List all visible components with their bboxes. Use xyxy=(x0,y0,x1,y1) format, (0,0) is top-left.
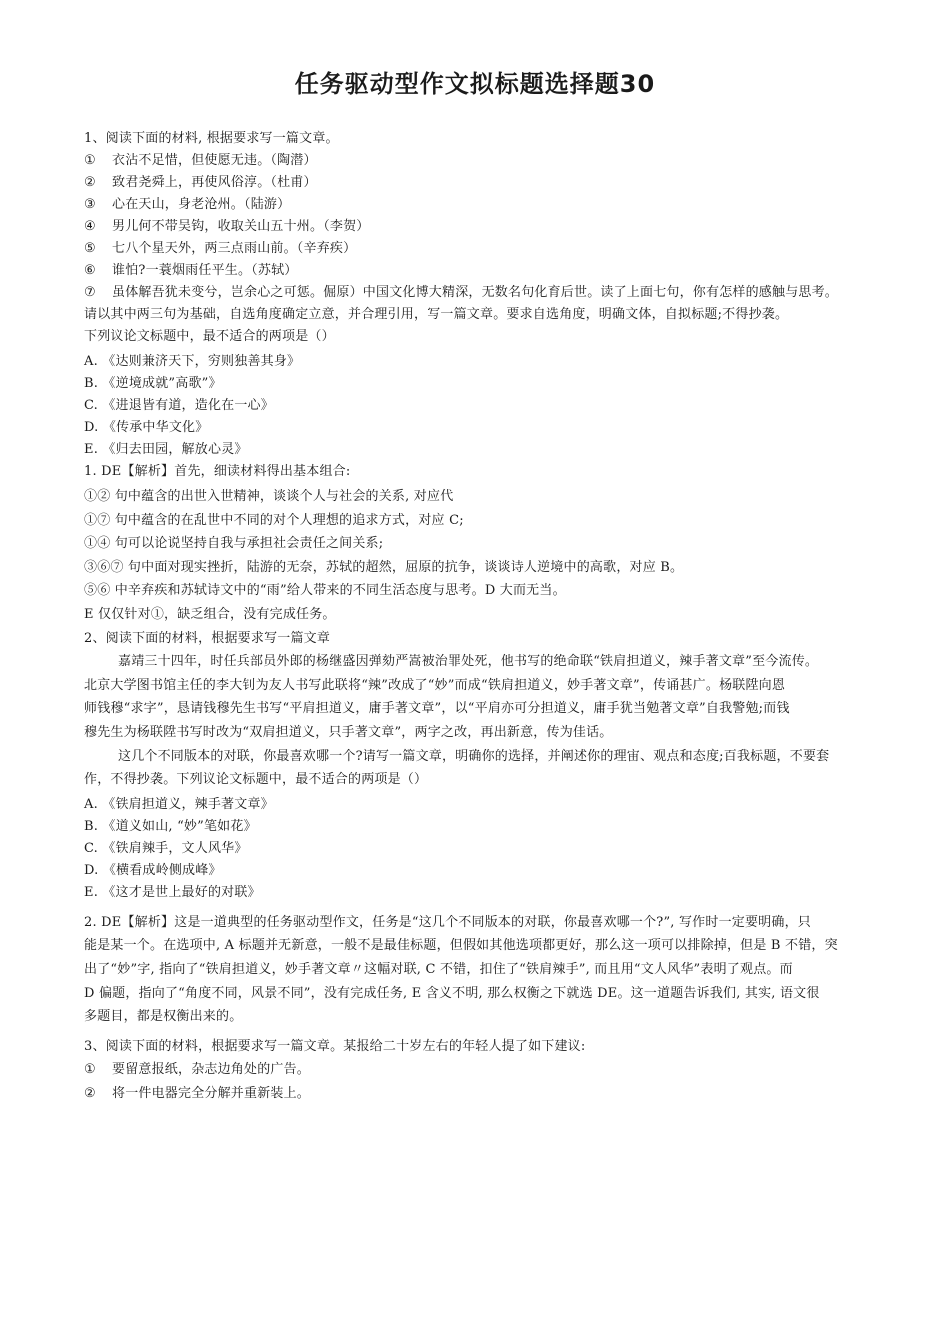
item-number: ⑦ xyxy=(84,285,96,300)
q1-question: 下列议论文标题中，最不适合的两项是（） xyxy=(84,329,335,344)
q2-answer-line: 能是某一个。在选项中, A 标题并无新意，一般不是最佳标题，但假如其他选项都更好，那么这一项可以排除掉，但是 B 不错，突 xyxy=(84,938,838,954)
q2-answer-line: D 偏题，指向了“角度不同，风景不同”，没有完成任务, E 含义不明, 那么权衡之下就选 DE。这一道题告诉我们, 其实, 语文很 xyxy=(84,985,820,1001)
item-text: 虽体解吾犹未变兮，岂余心之可惩。倔原）中国文化博大精深，无数名句化育后世。读了上面七句，你有怎样的感触与思考。 xyxy=(112,285,839,300)
q2-paragraph-line: 这几个不同版本的对联，你最喜欢哪一个?请写一篇文章，明确你的选择，并阐述你的理宙、观点和态度;百我标题，不要套 xyxy=(118,748,830,764)
item-number: ② xyxy=(84,1085,96,1101)
item-text: 七八个星天外，两三点雨山前。（辛弃疾） xyxy=(112,241,357,256)
q1-answer-line: ①④ 句可以论说坚持自我与承担社会责任之间关系; xyxy=(84,536,384,552)
item-number: ① xyxy=(84,153,96,168)
q2-answer-line: 出了“妙”字, 指向了“铁肩担道义，妙手著文章〃这幅对联, C 不错，扣住了“铁肩辣手”, 而且用“文人风华”表明了观点。而 xyxy=(84,961,793,977)
item-number: ② xyxy=(84,175,96,190)
q1-option-a: A. 《达则兼济天下，穷则独善其身》 xyxy=(84,354,301,369)
q2-answer-line: 多题目，都是权衡出来的。 xyxy=(84,1009,243,1025)
item-number: ① xyxy=(84,1062,96,1078)
item-number: ③ xyxy=(84,197,96,212)
q3-intro: 3、阅读下面的材料，根据要求写一篇文章。某报给二十岁左右的年轻人提了如下建议: xyxy=(84,1038,586,1054)
item-text: 将一件电器完全分解并重新装上。 xyxy=(112,1085,311,1101)
item-text: 衣沾不足惜，但使愿无违。（陶潜） xyxy=(112,153,317,168)
q2-paragraph-line: 作，不得抄袭。下列议论文标题中，最不适合的两项是（） xyxy=(84,772,428,788)
list-item xyxy=(84,194,874,216)
item-number: ⑥ xyxy=(84,263,96,278)
q2-intro: 2、阅读下面的材料，根据要求写一篇文章 xyxy=(84,630,331,646)
list-item xyxy=(84,150,874,172)
q1-answer-line: ⑤⑥ 中辛弃疾和苏轼诗文中的“雨”给人带来的不同生活态度与思考。D 大而无当。 xyxy=(84,583,566,599)
item-text: 男儿何不带吴钩，收取关山五十州。（李贺） xyxy=(112,219,370,234)
q1-option-e: E. 《归去田园，解放心灵》 xyxy=(84,442,248,457)
q1-answer-line: 1. DE【解析】首先，细读材料得出基本组合: xyxy=(84,464,351,479)
q2-paragraph-line: 师钱穆“求字”，恳请钱穆先生书写“平肩担道义，庸手著文章”，以“平肩亦可分担道义，庸手犹当勉著文章”自我警勉;而钱 xyxy=(84,701,790,717)
page-title: 任务驱动型作文拟标题选择题30 xyxy=(294,70,656,98)
q1-option-b: B. 《逆境成就”高歌”》 xyxy=(84,376,222,391)
q2-option-a: A. 《铁肩担道义，辣手著文章》 xyxy=(84,797,274,813)
q1-intro: 1、阅读下面的材料, 根据要求写一篇文章。 xyxy=(84,131,339,146)
item-text: 致君尧舜上，再使风俗淳。（杜甫） xyxy=(112,175,317,190)
list-item xyxy=(84,282,874,304)
q2-option-d: D. 《横看成岭侧成峰》 xyxy=(84,863,222,879)
list-item xyxy=(84,1083,874,1105)
q1-option-d: D. 《传承中华文化》 xyxy=(84,420,209,435)
item-number: ⑤ xyxy=(84,241,96,256)
list-item xyxy=(84,216,874,238)
q2-answer-line: 2. DE【解析】这是一道典型的任务驱动型作文，任务是“这几个不同版本的对联，你最喜欢哪一个?”, 写作时一定要明确，只 xyxy=(84,914,811,930)
q1-answer-line: ①⑦ 句中蕴含的在乱世中不同的对个人理想的追求方式，对应 C; xyxy=(84,512,464,528)
q1-answer-line: ①② 句中蕴含的出世入世精神，谈谈个人与社会的关系, 对应代 xyxy=(84,489,454,504)
item-text: 要留意报纸，杂志边角处的广告。 xyxy=(112,1062,311,1078)
list-item xyxy=(84,172,874,194)
list-item xyxy=(84,260,874,282)
q2-paragraph-line: 穆先生为杨联陞书写时改为“双肩担道义，只手著文章”，两字之改，再出新意，传为佳话。 xyxy=(84,724,613,740)
q1-answer-line: E 仅仅针对①，缺乏组合，没有完成任务。 xyxy=(84,606,336,622)
list-item xyxy=(84,1059,874,1081)
item-text: 心在天山，身老沧州。（陆游） xyxy=(112,197,291,212)
q2-paragraph-line: 嘉靖三十四年，时任兵部员外郎的杨继盛因弹劾严嵩被治罪处死，他书写的绝命联“铁肩担道义，辣手著文章”至今流传。 xyxy=(118,654,819,670)
item-number: ④ xyxy=(84,219,96,234)
document-body xyxy=(84,128,874,1105)
q2-option-b: B. 《道义如山, “妙”笔如花》 xyxy=(84,819,257,835)
q2-option-e: E. 《这才是世上最好的对联》 xyxy=(84,885,261,901)
q1-option-c: C. 《进退皆有道，造化在一心》 xyxy=(84,398,274,413)
q2-paragraph-line: 北京大学图书馆主任的李大钊为友人书写此联将“辣”改成了“妙”而成“铁肩担道义，妙手著文章”，传诵甚广。杨联陞向恩 xyxy=(84,677,786,693)
q2-option-c: C. 《铁肩辣手，文人风华》 xyxy=(84,841,248,857)
q1-requirement: 请以其中两三句为基础，自选角度确定立意，并合理引用，写一篇文章。要求自选角度，明确文体，自拟标题;不得抄袭。 xyxy=(84,307,789,322)
item-text: 谁怕?一蓑烟雨任平生。（苏轼） xyxy=(112,263,298,278)
q1-answer-line: ③⑥⑦ 句中面对现实挫折，陆游的无奈，苏轼的超然，屈原的抗争，谈谈诗人逆境中的高歌，对应 B。 xyxy=(84,559,684,575)
list-item xyxy=(84,238,874,260)
